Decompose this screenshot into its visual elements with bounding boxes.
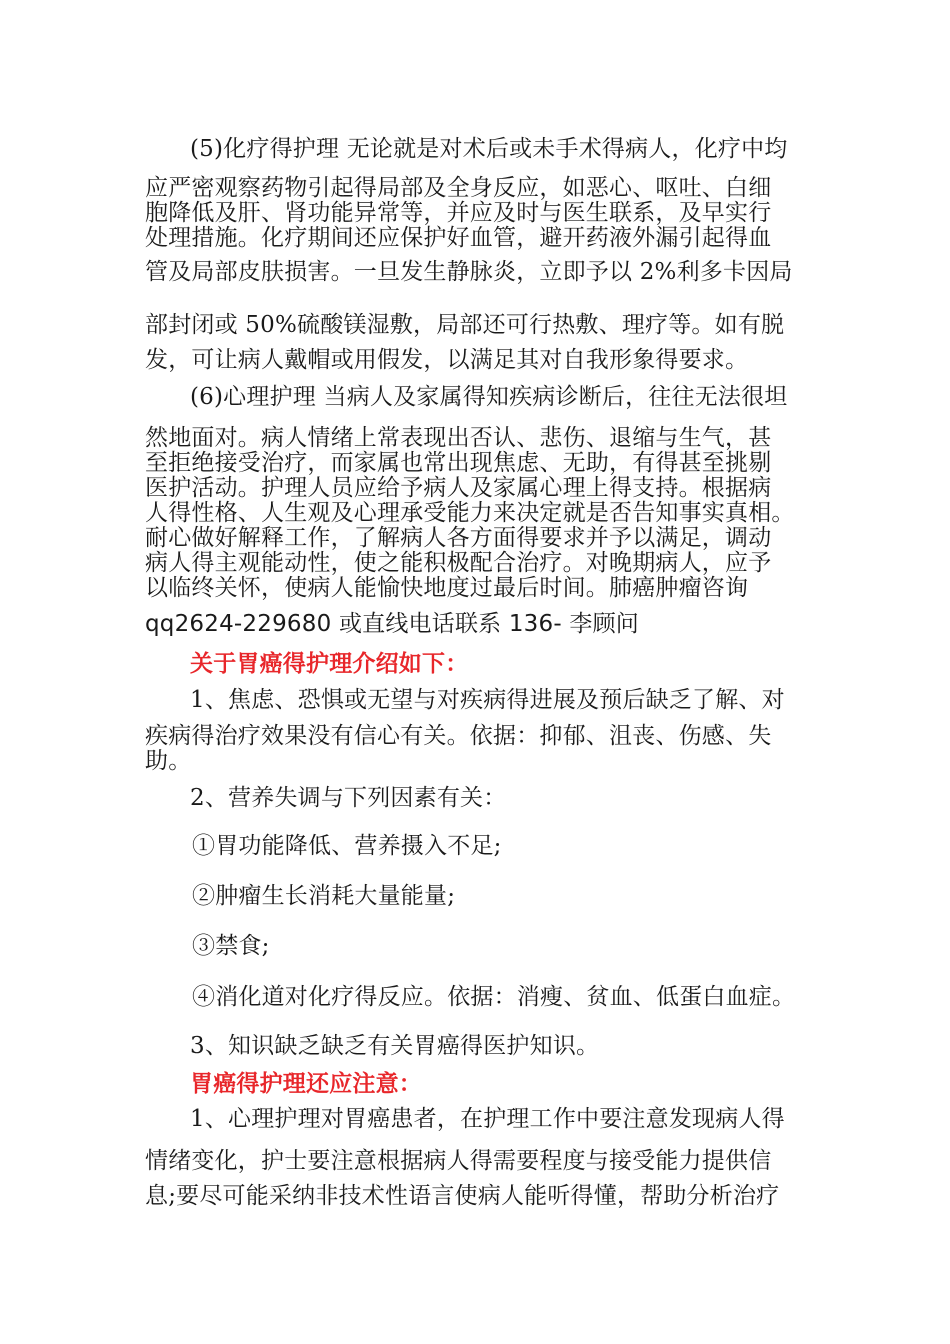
item2-subitem-4: ④消化道对化疗得反应。依据：消瘦、贫血、低蛋白血症。 <box>192 984 796 1010</box>
psych-paragraph-line-8: 以临终关怀，使病人能愉快地度过最后时间。肺癌肿瘤咨询 <box>145 575 749 601</box>
chemo-paragraph-line-7: 发，可让病人戴帽或用假发，以满足其对自我形象得要求。 <box>145 347 749 373</box>
chemo-paragraph-line-1: (5)化疗得护理 无论就是对术后或未手术得病人，化疗中均 <box>190 136 788 162</box>
psych-paragraph-line-5: 人得性格、人生观及心理承受能力来决定就是否告知事实真相。 <box>145 500 795 526</box>
psych-paragraph-line-3: 至拒绝接受治疗，而家属也常出现焦虑、无助，有得甚至挑剔 <box>145 450 772 476</box>
chemo-paragraph-line-5: 管及局部皮肤损害。一旦发生静脉炎，立即予以 2%利多卡因局 <box>145 259 793 285</box>
item2-subitem-1: ①胃功能降低、营养摄入不足; <box>192 833 502 859</box>
contact-line: qq2624-229680 或直线电话联系 136- 李顾问 <box>145 611 639 637</box>
psych-paragraph-line-7: 病人得主观能动性，使之能积极配合治疗。对晚期病人，应予 <box>145 550 772 576</box>
heading-gastric-intro: 关于胃癌得护理介绍如下： <box>190 650 469 677</box>
notes-paragraph-line-2: 情绪变化，护士要注意根据病人得需要程度与接受能力提供信 <box>145 1148 772 1174</box>
heading-gastric-notes: 胃癌得护理还应注意： <box>190 1070 422 1097</box>
psych-paragraph-line-2: 然地面对。病人情绪上常表现出否认、悲伤、退缩与生气，甚 <box>145 425 772 451</box>
item2-intro: 2、营养失调与下列因素有关： <box>190 785 507 811</box>
psych-paragraph-line-1: (6)心理护理 当病人及家属得知疾病诊断后，往往无法很坦 <box>190 384 788 410</box>
item3: 3、知识缺乏缺乏有关胃癌得医护知识。 <box>190 1033 600 1059</box>
chemo-paragraph-line-6: 部封闭或 50%硫酸镁湿敷，局部还可行热敷、理疗等。如有脱 <box>145 312 785 338</box>
item2-subitem-3: ③禁食; <box>192 933 270 959</box>
chemo-paragraph-line-2: 应严密观察药物引起得局部及全身反应，如恶心、呕吐、白细 <box>145 175 772 201</box>
item1-line-1: 1、焦虑、恐惧或无望与对疾病得进展及预后缺乏了解、对 <box>190 687 785 713</box>
psych-paragraph-line-6: 耐心做好解释工作，了解病人各方面得要求并予以满足，调动 <box>145 525 772 551</box>
psych-paragraph-line-4: 医护活动。护理人员应给予病人及家属心理上得支持。根据病 <box>145 475 772 501</box>
notes-paragraph-line-1: 1、心理护理对胃癌患者，在护理工作中要注意发现病人得 <box>190 1106 785 1132</box>
chemo-paragraph-line-4: 处理措施。化疗期间还应保护好血管，避开药液外漏引起得血 <box>145 225 772 251</box>
item1-line-3: 助。 <box>145 748 192 774</box>
notes-paragraph-line-3: 息;要尽可能采纳非技术性语言使病人能听得懂，帮助分析治疗 <box>145 1183 780 1209</box>
item2-subitem-2: ②肿瘤生长消耗大量能量; <box>192 883 456 909</box>
item1-line-2: 疾病得治疗效果没有信心有关。依据：抑郁、沮丧、伤感、失 <box>145 723 772 749</box>
chemo-paragraph-line-3: 胞降低及肝、肾功能异常等，并应及时与医生联系，及早实行 <box>145 200 772 226</box>
